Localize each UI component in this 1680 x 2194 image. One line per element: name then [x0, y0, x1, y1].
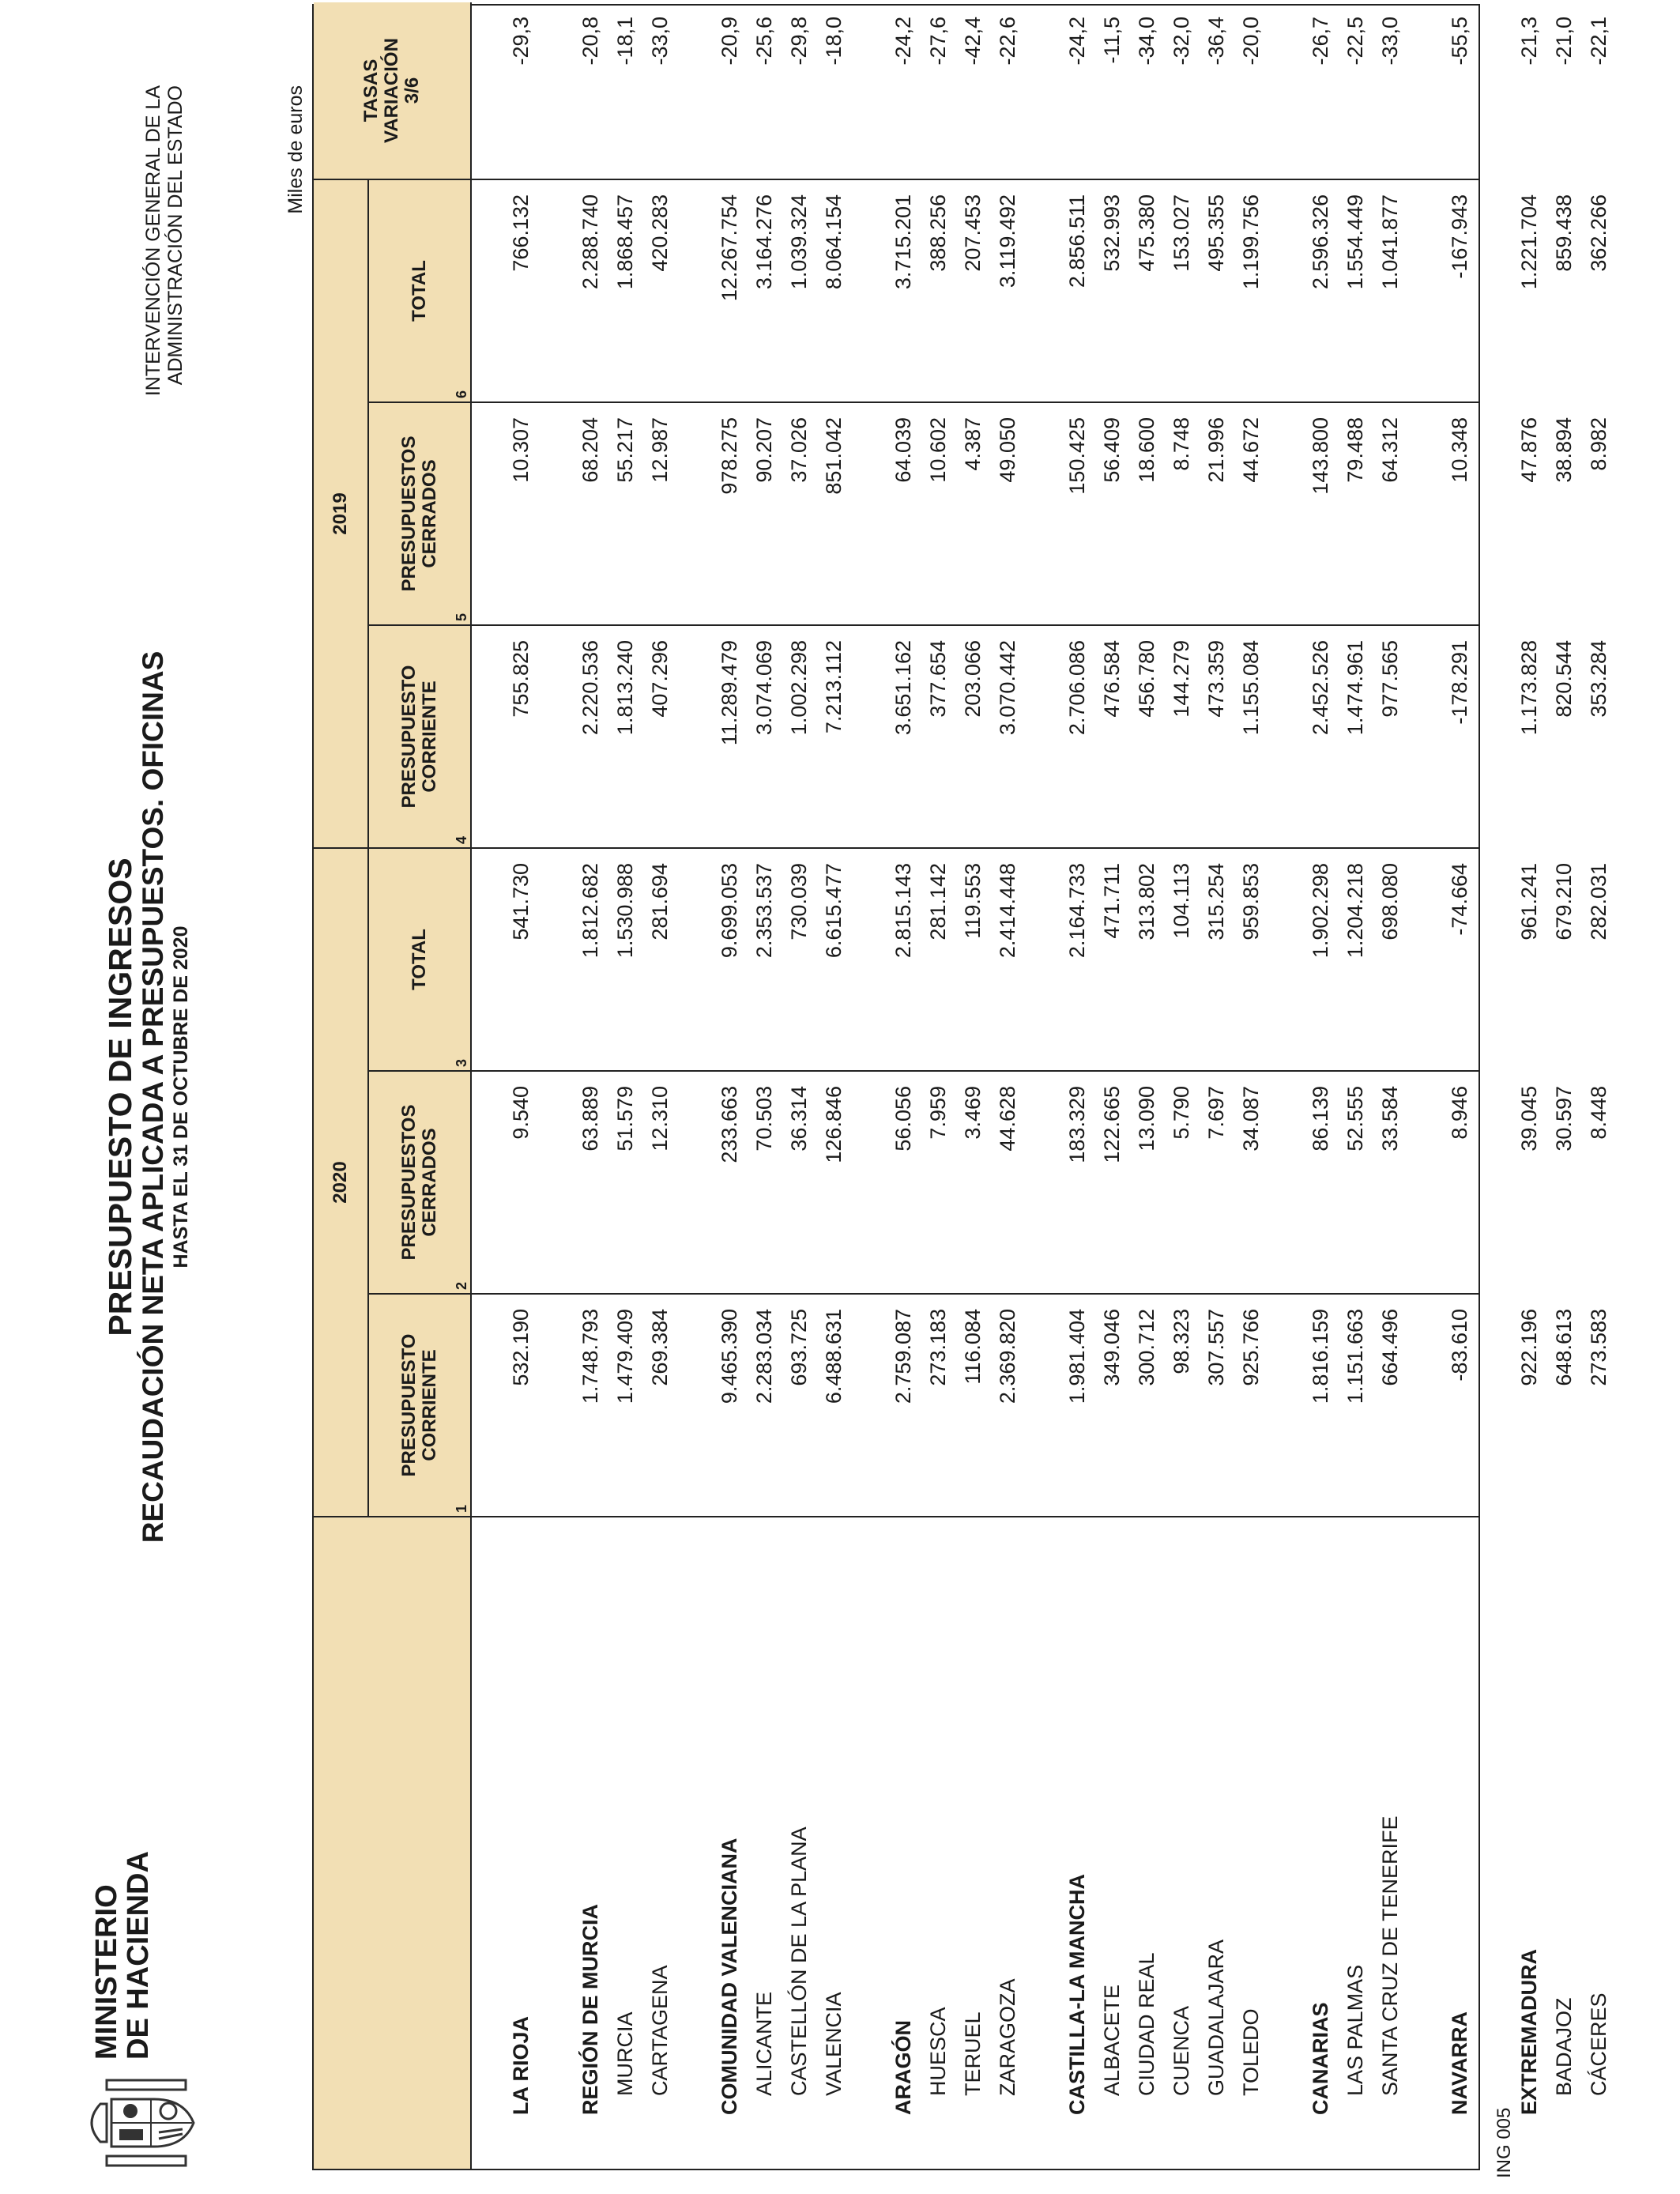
value-pres-corriente-2020: 307.557 — [1204, 1309, 1228, 1386]
value-pres-corriente-2020: 922.196 — [1517, 1309, 1541, 1386]
units-label: Miles de euros — [284, 85, 307, 214]
title-line-1: PRESUPUESTO DE INGRESOS — [102, 858, 138, 1336]
column-number: 6 — [454, 390, 469, 398]
table-row — [608, 2, 642, 2169]
subheader-line-1: PRESUPUESTO — [398, 1333, 420, 1477]
subheader-line-1: PRESUPUESTO — [398, 665, 420, 809]
office-label: ZARAGOZA — [996, 1978, 1019, 2096]
value-total-2020: 679.210 — [1552, 863, 1576, 941]
value-total-2019: 153.027 — [1170, 194, 1193, 272]
value-total-2020: 2.815.143 — [891, 863, 915, 959]
value-rate: -18,1 — [613, 17, 637, 66]
value-total-2020: 1.204.218 — [1343, 863, 1367, 959]
value-total-2019: 532.993 — [1100, 194, 1124, 272]
office-label: CUENCA — [1170, 2005, 1193, 2096]
column-number: 1 — [454, 1504, 469, 1513]
value-rate: -32,0 — [1170, 17, 1193, 66]
table-row — [642, 2, 677, 2169]
agency-name — [142, 85, 186, 686]
value-pres-corriente-2020: 273.183 — [926, 1309, 950, 1386]
value-total-2019: 766.132 — [509, 194, 533, 272]
year-2019-header: 2019 — [314, 180, 369, 849]
value-total-2020: 1.812.682 — [578, 863, 602, 959]
value-pres-corriente-2019: 407.296 — [648, 640, 672, 718]
value-pres-cerrados-2020: 51.579 — [613, 1086, 637, 1152]
value-pres-cerrados-2020: 70.503 — [752, 1086, 776, 1152]
table-row — [1442, 2, 1477, 2169]
value-pres-cerrados-2020: 8.448 — [1587, 1086, 1610, 1140]
pres-corriente-2019-header — [369, 626, 472, 849]
value-pres-corriente-2019: 2.706.086 — [1065, 640, 1089, 736]
value-pres-corriente-2019: 476.584 — [1100, 640, 1124, 718]
value-pres-cerrados-2020: 12.310 — [648, 1086, 672, 1152]
value-pres-cerrados-2020: 183.329 — [1065, 1086, 1089, 1163]
value-rate: -22,6 — [996, 17, 1019, 66]
table-row — [1060, 2, 1094, 2169]
office-label: CIUDAD REAL — [1135, 1952, 1158, 2096]
region-label: EXTREMADURA — [1517, 1948, 1541, 2115]
office-label: ALBACETE — [1100, 1984, 1124, 2096]
value-total-2019: 1.221.704 — [1517, 194, 1541, 290]
title-line-3: HASTA EL 31 DE OCTUBRE DE 2020 — [170, 925, 192, 1269]
rate-header-line-2: VARIACIÓN — [381, 38, 402, 143]
subheader-line-2: CERRADOS — [419, 459, 440, 568]
value-total-2020: 471.711 — [1100, 863, 1124, 939]
value-rate: -33,0 — [1378, 17, 1402, 66]
office-label: CASTELLÓN DE LA PLANA — [787, 1826, 811, 2096]
value-pres-corriente-2019: 1.002.298 — [787, 640, 811, 736]
value-pres-cerrados-2020: 34.087 — [1239, 1086, 1263, 1152]
value-total-2020: 282.031 — [1587, 863, 1610, 941]
value-total-2020: 104.113 — [1170, 863, 1193, 939]
value-pres-corriente-2019: 456.780 — [1135, 640, 1158, 718]
value-pres-corriente-2020: 925.766 — [1239, 1309, 1263, 1386]
value-pres-corriente-2020: 300.712 — [1135, 1309, 1158, 1386]
value-total-2020: 2.164.733 — [1065, 863, 1089, 959]
value-pres-cerrados-2020: 52.555 — [1343, 1086, 1367, 1152]
value-pres-cerrados-2020: 30.597 — [1552, 1086, 1576, 1152]
value-total-2019: 2.596.326 — [1309, 194, 1332, 290]
value-pres-cerrados-2020: 233.663 — [718, 1086, 741, 1163]
table-row — [1199, 2, 1234, 2169]
value-pres-corriente-2019: 2.220.536 — [578, 640, 602, 736]
value-pres-corriente-2020: 532.190 — [509, 1309, 533, 1386]
value-rate: -36,4 — [1204, 17, 1228, 66]
column-number: 5 — [454, 613, 469, 621]
rate-header-line-1: TASAS — [360, 58, 382, 123]
value-pres-cerrados-2019: 49.050 — [996, 417, 1019, 483]
value-pres-corriente-2020: 1.981.404 — [1065, 1309, 1089, 1404]
value-pres-cerrados-2020: 7.959 — [926, 1086, 950, 1140]
value-pres-corriente-2019: 3.651.162 — [891, 640, 915, 736]
column-number: 4 — [454, 835, 469, 844]
value-pres-corriente-2020: 2.759.087 — [891, 1309, 915, 1404]
table-row — [1581, 2, 1616, 2169]
region-label: REGIÓN DE MURCIA — [578, 1903, 602, 2115]
table-row — [921, 2, 955, 2169]
value-pres-cerrados-2019: 12.987 — [648, 417, 672, 483]
subheader-line-1: TOTAL — [409, 929, 430, 990]
value-total-2020: 6.615.477 — [822, 863, 846, 959]
table-row — [1129, 2, 1164, 2169]
value-total-2020: 2.414.448 — [996, 863, 1019, 959]
table-row — [1338, 2, 1373, 2169]
ministry-line-1: MINISTERIO — [90, 1884, 123, 2060]
value-pres-cerrados-2020: 36.314 — [787, 1086, 811, 1152]
table-row — [1164, 2, 1199, 2169]
table-row — [1373, 2, 1407, 2169]
label-column-header — [314, 1517, 472, 2169]
value-total-2020: 959.853 — [1239, 863, 1263, 941]
value-pres-cerrados-2020: 63.889 — [578, 1086, 602, 1152]
value-total-2019: 2.288.740 — [578, 194, 602, 290]
value-total-2020: 315.254 — [1204, 863, 1228, 941]
value-pres-cerrados-2019: 18.600 — [1135, 417, 1158, 483]
value-pres-corriente-2019: 144.279 — [1170, 640, 1193, 718]
value-pres-cerrados-2020: 56.056 — [891, 1086, 915, 1152]
value-pres-cerrados-2020: 39.045 — [1517, 1086, 1541, 1152]
value-pres-corriente-2020: 1.748.793 — [578, 1309, 602, 1404]
value-pres-corriente-2020: 349.046 — [1100, 1309, 1124, 1386]
subheader-line-2: CORRIENTE — [419, 680, 440, 793]
office-label: SANTA CRUZ DE TENERIFE — [1378, 1815, 1402, 2096]
value-rate: -22,5 — [1343, 17, 1367, 66]
value-total-2019: 207.453 — [961, 194, 985, 272]
value-pres-corriente-2020: 693.725 — [787, 1309, 811, 1386]
region-label: NAVARRA — [1448, 2011, 1471, 2115]
value-rate: -33,0 — [648, 17, 672, 66]
table-row — [782, 2, 816, 2169]
pres-corriente-2020-header — [369, 1295, 472, 1517]
value-pres-cerrados-2019: 64.039 — [891, 417, 915, 483]
value-pres-cerrados-2019: 55.217 — [613, 417, 637, 483]
value-pres-corriente-2020: 269.384 — [648, 1309, 672, 1386]
region-label: CANARIAS — [1309, 2002, 1332, 2115]
value-total-2020: 961.241 — [1517, 863, 1541, 941]
value-pres-corriente-2020: 6.488.631 — [822, 1309, 846, 1404]
value-total-2019: -167.943 — [1448, 194, 1471, 279]
value-pres-cerrados-2020: 44.628 — [996, 1086, 1019, 1152]
value-rate: -21,3 — [1517, 17, 1541, 66]
value-total-2019: 388.256 — [926, 194, 950, 272]
value-total-2020: 698.080 — [1378, 863, 1402, 941]
office-label: BADAJOZ — [1552, 1997, 1576, 2096]
ministry-line-2: DE HACIENDA — [122, 1851, 155, 2060]
value-pres-corriente-2019: 1.813.240 — [613, 640, 637, 736]
value-total-2019: 495.355 — [1204, 194, 1228, 272]
title-line-2: RECAUDACIÓN NETA APLICADA A PRESUPUESTOS. OFICINAS — [137, 650, 169, 1544]
total-2019-header — [369, 180, 472, 403]
value-pres-cerrados-2020: 9.540 — [509, 1086, 533, 1140]
value-pres-corriente-2019: 7.213.112 — [822, 640, 846, 734]
value-pres-cerrados-2019: 38.894 — [1552, 417, 1576, 483]
agency-line-1: INTERVENCIÓN GENERAL DE LA — [142, 85, 164, 397]
value-pres-cerrados-2020: 122.665 — [1100, 1086, 1124, 1163]
value-rate: -29,8 — [787, 17, 811, 66]
table-row — [1546, 2, 1581, 2169]
pres-cerrados-2019-header — [369, 403, 472, 626]
value-pres-cerrados-2020: 5.790 — [1170, 1086, 1193, 1140]
value-total-2020: 281.142 — [926, 863, 950, 941]
value-pres-corriente-2019: 11.289.479 — [718, 640, 741, 746]
value-rate: -42,4 — [961, 17, 985, 66]
value-total-2019: 1.199.756 — [1239, 194, 1263, 290]
value-pres-cerrados-2019: 10.307 — [509, 417, 533, 483]
value-pres-corriente-2019: 473.359 — [1204, 640, 1228, 718]
year-2020-header: 2020 — [314, 849, 369, 1517]
value-rate: -20,9 — [718, 17, 741, 66]
table-row — [816, 2, 851, 2169]
value-total-2020: 730.039 — [787, 863, 811, 941]
value-rate: -20,0 — [1239, 17, 1263, 66]
region-label: CASTILLA-LA MANCHA — [1065, 1874, 1089, 2115]
value-pres-corriente-2019: -178.291 — [1448, 640, 1471, 725]
value-total-2020: 119.553 — [961, 863, 985, 939]
value-pres-corriente-2020: 1.816.159 — [1309, 1309, 1332, 1404]
value-rate: -55,5 — [1448, 17, 1471, 66]
region-label: ARAGÓN — [891, 2020, 915, 2115]
value-pres-cerrados-2019: 79.488 — [1343, 417, 1367, 483]
value-rate: -21,0 — [1552, 17, 1576, 66]
value-total-2019: 8.064.154 — [822, 194, 846, 290]
value-pres-cerrados-2019: 8.982 — [1587, 417, 1610, 471]
value-rate: -22,1 — [1587, 17, 1610, 66]
value-pres-corriente-2019: 1.155.084 — [1239, 640, 1263, 736]
value-pres-cerrados-2019: 44.672 — [1239, 417, 1263, 483]
value-pres-cerrados-2019: 21.996 — [1204, 417, 1228, 483]
value-total-2019: 2.856.511 — [1065, 194, 1089, 288]
table-row — [573, 2, 608, 2169]
value-pres-corriente-2020: 1.479.409 — [613, 1309, 637, 1404]
value-pres-cerrados-2019: 68.204 — [578, 417, 602, 483]
value-pres-cerrados-2019: 47.876 — [1517, 417, 1541, 483]
value-pres-corriente-2019: 1.474.961 — [1343, 640, 1367, 736]
value-pres-cerrados-2019: 37.026 — [787, 417, 811, 483]
value-total-2019: 1.554.449 — [1343, 194, 1367, 290]
value-pres-cerrados-2019: 56.409 — [1100, 417, 1124, 483]
value-rate: -27,6 — [926, 17, 950, 66]
value-pres-cerrados-2019: 150.425 — [1065, 417, 1089, 495]
value-pres-corriente-2020: 2.283.034 — [752, 1309, 776, 1404]
value-pres-corriente-2020: 98.323 — [1170, 1309, 1193, 1374]
value-rate: -20,8 — [578, 17, 602, 66]
value-pres-cerrados-2020: 33.584 — [1378, 1086, 1402, 1152]
value-rate: -26,7 — [1309, 17, 1332, 66]
value-pres-cerrados-2019: 90.207 — [752, 417, 776, 483]
value-rate: -34,0 — [1135, 17, 1158, 66]
value-pres-corriente-2020: 273.583 — [1587, 1309, 1610, 1386]
value-pres-cerrados-2019: 10.602 — [926, 417, 950, 483]
value-pres-corriente-2019: 1.173.828 — [1517, 640, 1541, 736]
subheader-line-1: TOTAL — [409, 260, 430, 322]
rate-column-header — [314, 2, 472, 180]
agency-line-2: ADMINISTRACIÓN DEL ESTADO — [164, 85, 186, 386]
value-pres-cerrados-2020: 7.697 — [1204, 1086, 1228, 1140]
table-row — [955, 2, 990, 2169]
value-pres-cerrados-2020: 3.469 — [961, 1086, 985, 1140]
document-code: ING 005 — [1494, 2107, 1515, 2178]
value-total-2020: 541.730 — [509, 863, 533, 941]
value-total-2019: 1.041.877 — [1378, 194, 1402, 290]
value-pres-corriente-2019: 820.544 — [1552, 640, 1576, 718]
value-total-2020: -74.664 — [1448, 863, 1471, 936]
value-pres-corriente-2019: 203.066 — [961, 640, 985, 718]
value-total-2019: 3.119.492 — [996, 194, 1019, 288]
value-pres-corriente-2020: 664.496 — [1378, 1309, 1402, 1386]
value-pres-cerrados-2019: 4.387 — [961, 417, 985, 471]
office-label: LAS PALMAS — [1343, 1964, 1367, 2096]
value-pres-corriente-2019: 755.825 — [509, 640, 533, 718]
value-pres-corriente-2020: 1.151.663 — [1343, 1309, 1367, 1404]
value-pres-corriente-2019: 977.565 — [1378, 640, 1402, 718]
region-label: COMUNIDAD VALENCIANA — [718, 1838, 741, 2115]
office-label: CARTAGENA — [648, 1965, 672, 2096]
value-total-2019: 1.039.324 — [787, 194, 811, 290]
table-row — [503, 2, 538, 2169]
value-pres-corriente-2020: 116.084 — [961, 1309, 985, 1385]
table-row — [1094, 2, 1129, 2169]
table-row — [1303, 2, 1338, 2169]
value-total-2019: 12.267.754 — [718, 194, 741, 302]
office-label: TOLEDO — [1239, 2008, 1263, 2096]
table-row — [1234, 2, 1268, 2169]
value-total-2020: 2.353.537 — [752, 863, 776, 959]
value-pres-cerrados-2019: 143.800 — [1309, 417, 1332, 495]
value-pres-cerrados-2019: 64.312 — [1378, 417, 1402, 483]
value-pres-corriente-2019: 377.654 — [926, 640, 950, 718]
value-total-2019: 362.266 — [1587, 194, 1610, 272]
value-rate: -29,3 — [509, 17, 533, 66]
table-row — [712, 2, 747, 2169]
value-rate: -25,6 — [752, 17, 776, 66]
value-total-2020: 9.699.053 — [718, 863, 741, 959]
value-pres-corriente-2020: -83.610 — [1448, 1309, 1471, 1382]
value-rate: -24,2 — [891, 17, 915, 66]
table-row — [747, 2, 782, 2169]
column-number: 3 — [454, 1058, 469, 1067]
value-total-2020: 281.694 — [648, 863, 672, 941]
value-total-2019: 859.438 — [1552, 194, 1576, 272]
value-pres-cerrados-2019: 978.275 — [718, 417, 741, 495]
value-pres-corriente-2019: 2.452.526 — [1309, 640, 1332, 736]
value-pres-corriente-2019: 3.074.069 — [752, 640, 776, 736]
value-total-2020: 313.802 — [1135, 863, 1158, 941]
value-pres-corriente-2020: 2.369.820 — [996, 1309, 1019, 1404]
value-pres-corriente-2019: 3.070.442 — [996, 640, 1019, 736]
value-pres-cerrados-2020: 126.846 — [822, 1086, 846, 1163]
value-total-2020: 1.530.988 — [613, 863, 637, 959]
subheader-line-1: PRESUPUESTOS — [398, 1104, 420, 1261]
office-label: MURCIA — [613, 2011, 637, 2096]
office-label: GUADALAJARA — [1204, 1939, 1228, 2096]
subheader-line-1: PRESUPUESTOS — [398, 435, 420, 592]
pres-cerrados-2020-header — [369, 1072, 472, 1295]
office-label: ALICANTE — [752, 1991, 776, 2096]
value-pres-cerrados-2019: 8.748 — [1170, 417, 1193, 471]
subheader-line-2: CERRADOS — [419, 1128, 440, 1237]
value-total-2020: 1.902.298 — [1309, 863, 1332, 959]
value-rate: -11,5 — [1100, 17, 1124, 64]
table-row — [1512, 2, 1546, 2169]
value-pres-cerrados-2020: 13.090 — [1135, 1086, 1158, 1152]
value-pres-cerrados-2019: 851.042 — [822, 417, 846, 495]
office-label: CÁCERES — [1587, 1992, 1610, 2096]
total-2020-header — [369, 849, 472, 1072]
value-total-2019: 420.283 — [648, 194, 672, 272]
table-row — [886, 2, 921, 2169]
region-label: LA RIOJA — [509, 2015, 533, 2115]
office-label: VALENCIA — [822, 1992, 846, 2096]
value-rate: -18,0 — [822, 17, 846, 66]
office-label: HUESCA — [926, 2007, 950, 2096]
value-pres-cerrados-2020: 86.139 — [1309, 1086, 1332, 1152]
table-row — [990, 2, 1025, 2169]
value-pres-corriente-2020: 9.465.390 — [718, 1309, 741, 1404]
office-label: TERUEL — [961, 2011, 985, 2096]
value-pres-cerrados-2020: 8.946 — [1448, 1086, 1471, 1140]
column-number: 2 — [454, 1281, 469, 1290]
subheader-line-2: CORRIENTE — [419, 1349, 440, 1461]
value-total-2019: 1.868.457 — [613, 194, 637, 290]
value-total-2019: 475.380 — [1135, 194, 1158, 272]
value-total-2019: 3.164.276 — [752, 194, 776, 290]
value-pres-corriente-2019: 353.284 — [1587, 640, 1610, 718]
value-pres-cerrados-2019: 10.348 — [1448, 417, 1471, 483]
value-total-2019: 3.715.201 — [891, 194, 915, 290]
value-rate: -24,2 — [1065, 17, 1089, 66]
rate-header-line-3: 3/6 — [401, 77, 423, 104]
value-pres-corriente-2020: 648.613 — [1552, 1309, 1576, 1386]
